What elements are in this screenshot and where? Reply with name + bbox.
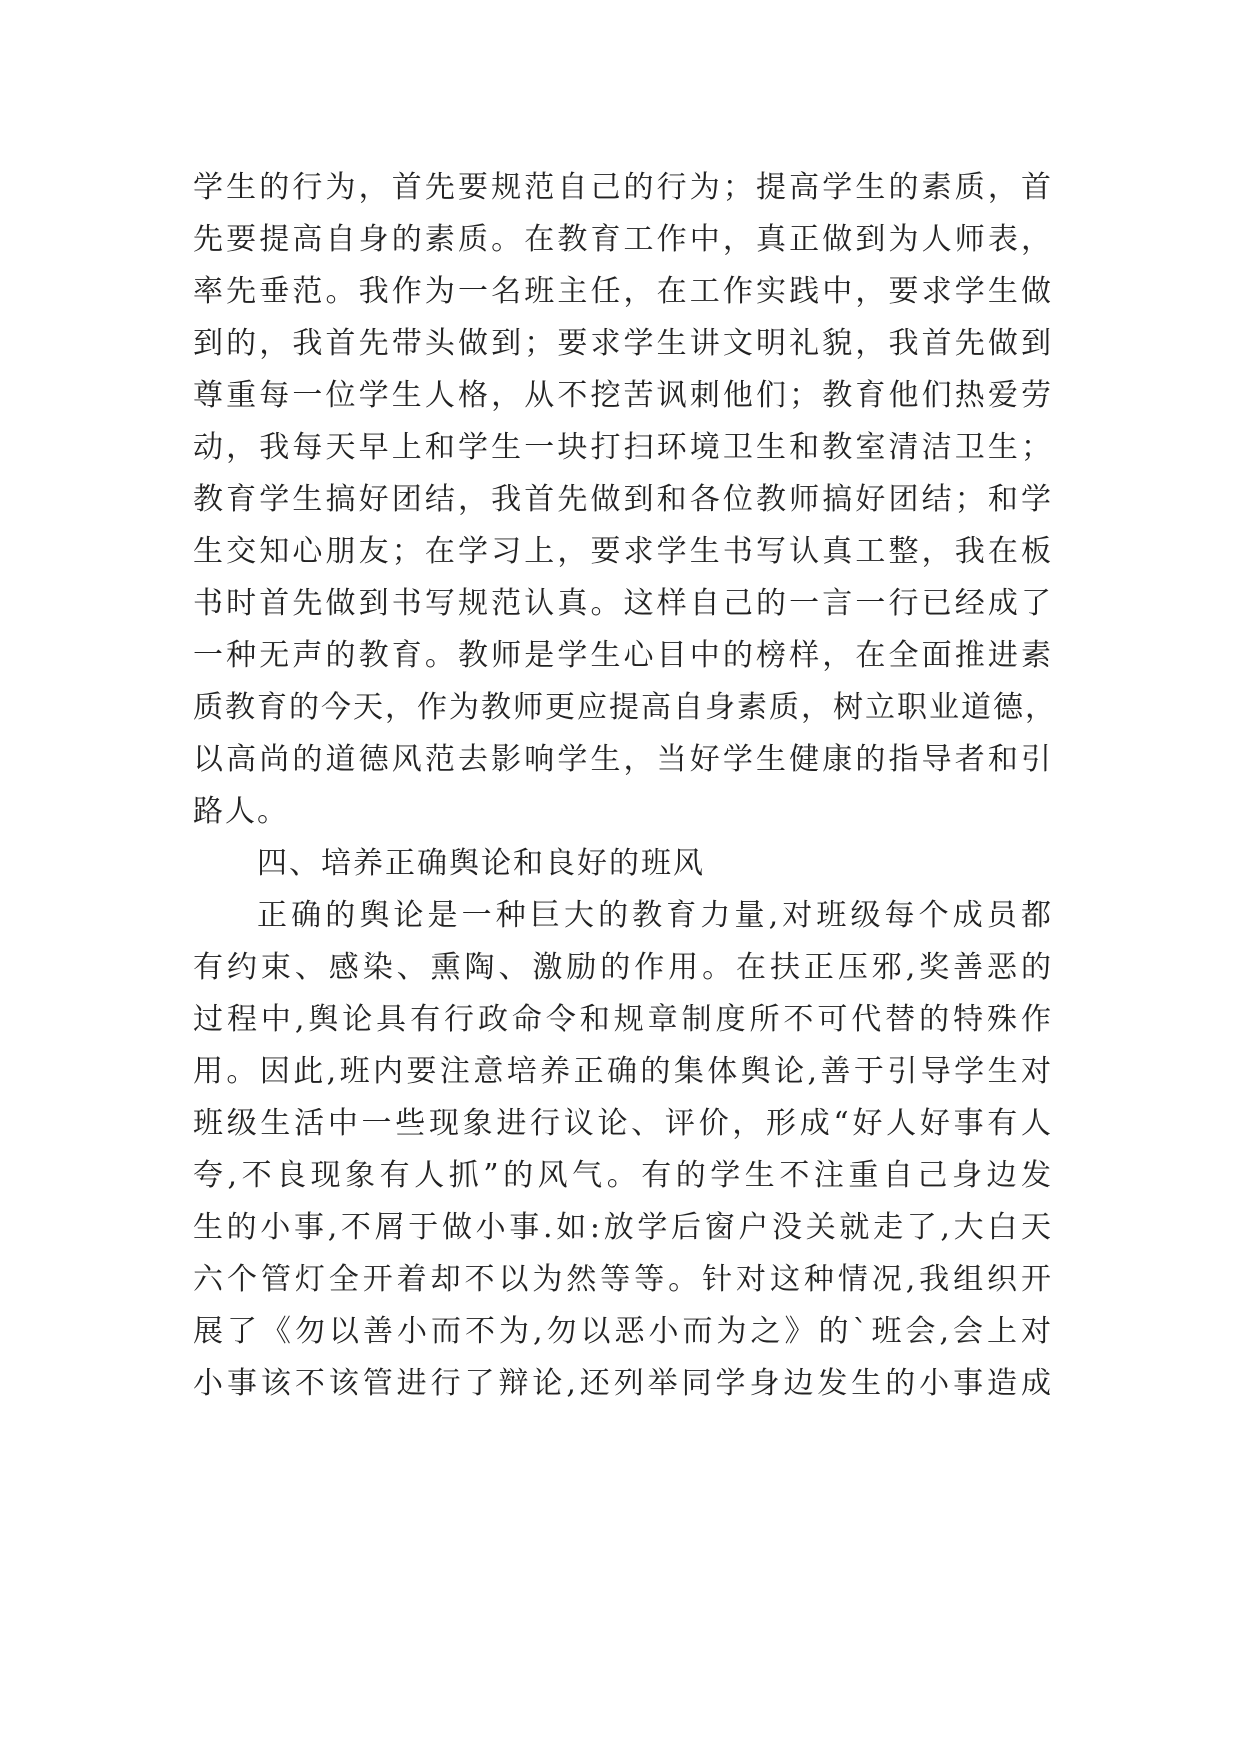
text-line: 先要提高自身的素质。在教育工作中，真正做到为人师表， <box>193 222 1053 257</box>
text-line: 质教育的今天，作为教师更应提高自身素质，树立职业道德， <box>193 690 1057 725</box>
text-line: 六个管灯全开着却不以为然等等。针对这种情况,我组织开 <box>193 1262 1053 1297</box>
text-line: 展了《勿以善小而不为,勿以恶小而为之》的`班会,会上对 <box>193 1314 1053 1349</box>
text-line: 一种无声的教育。教师是学生心目中的榜样，在全面推进素 <box>193 638 1053 673</box>
text-line: 书时首先做到书写规范认真。这样自己的一言一行已经成了 <box>193 586 1053 621</box>
text-line: 动，我每天早上和学生一块打扫环境卫生和教室清洁卫生； <box>193 430 1053 465</box>
text-line: 学生的行为，首先要规范自己的行为；提高学生的素质，首 <box>193 170 1053 205</box>
text-line: 率先垂范。我作为一名班主任，在工作实践中，要求学生做 <box>193 274 1053 309</box>
paragraph-conduct <box>193 162 1057 838</box>
text-line: 用。因此,班内要注意培养正确的集体舆论,善于引导学生对 <box>193 1054 1053 1089</box>
text-line: 班级生活中一些现象进行议论、评价，形成“好人好事有人 <box>193 1106 1053 1141</box>
text-line: 尊重每一位学生人格，从不挖苦讽刺他们；教育他们热爱劳 <box>193 378 1053 413</box>
text-line: 正确的舆论是一种巨大的教育力量,对班级每个成员都 <box>257 898 1053 933</box>
text-line: 有约束、感染、熏陶、激励的作用。在扶正压邪,奖善恶的 <box>193 950 1053 985</box>
text-line: 小事该不该管进行了辩论,还列举同学身边发生的小事造成 <box>193 1366 1053 1401</box>
text-line: 以高尚的道德风范去影响学生，当好学生健康的指导者和引 <box>193 742 1053 777</box>
text-line: 到的，我首先带头做到；要求学生讲文明礼貌，我首先做到 <box>193 326 1053 361</box>
section-heading: 四、培养正确舆论和良好的班风 <box>257 846 705 881</box>
text-line: 过程中,舆论具有行政命令和规章制度所不可代替的特殊作 <box>193 1002 1053 1037</box>
paragraph-public-opinion <box>193 890 1053 1410</box>
text-line: 教育学生搞好团结，我首先做到和各位教师搞好团结；和学 <box>193 482 1053 517</box>
text-line: 生交知心朋友；在学习上，要求学生书写认真工整，我在板 <box>193 534 1053 569</box>
text-line: 生的小事,不屑于做小事.如:放学后窗户没关就走了,大白天 <box>193 1210 1053 1245</box>
text-line: 路人。 <box>193 794 289 829</box>
text-line: 夸,不良现象有人抓”的风气。有的学生不注重自己身边发 <box>193 1158 1053 1193</box>
document-body <box>193 162 1057 1410</box>
